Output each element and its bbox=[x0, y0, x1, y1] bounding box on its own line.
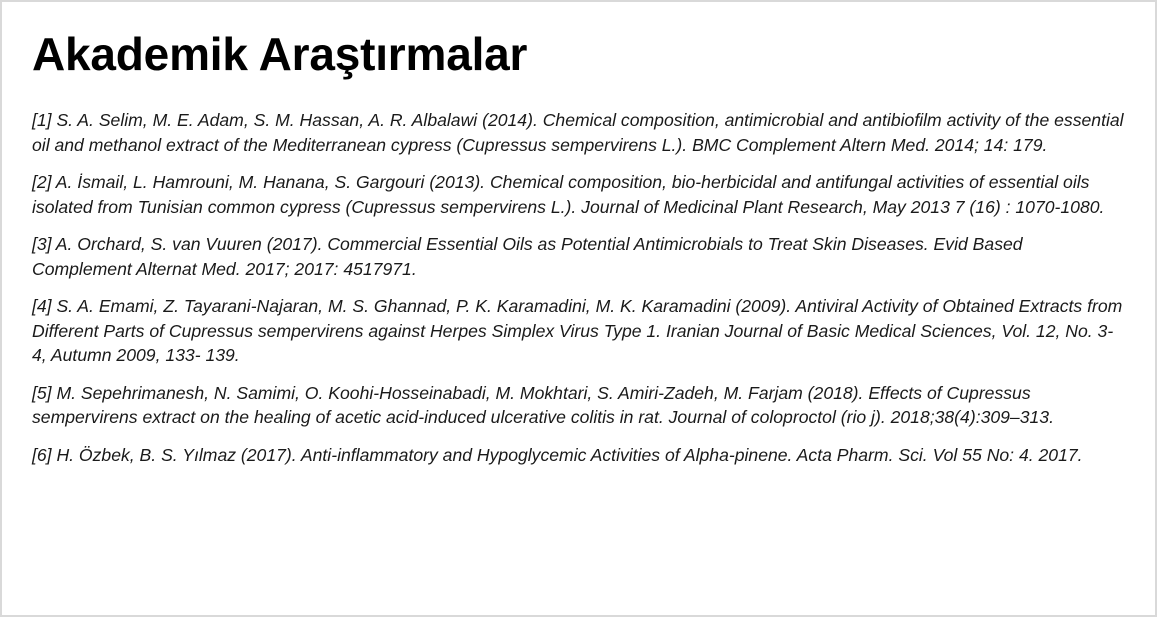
reference-item-6: [6] H. Özbek, B. S. Yılmaz (2017). Anti-inflammatory and Hypoglycemic Activities of Alpha-pinene. Acta Pharm. Sci. Vol 55 No: 4. 2017. bbox=[32, 444, 1083, 465]
reference-item-3: [3] A. Orchard, S. van Vuuren (2017). Commercial Essential Oils as Potential Antimicrobials to Treat Skin Diseases. Evid Based Complement Alternat Med. 2017; 2017: 4517971. bbox=[32, 234, 1023, 279]
reference-item-5: [5] M. Sepehrimanesh, N. Samimi, O. Koohi-Hosseinabadi, M. Mokhtari, S. Amiri-Zadeh, M. Farjam (2018). Effects of Cupressus sempervirens extract on the healing of acetic acid-induced ulcerative colitis in rat. Journal of coloproctol (rio j). 2018;38(4):309–313. bbox=[32, 382, 1054, 427]
page-title: Akademik Araştırmalar bbox=[32, 28, 528, 80]
reference-item-2: [2] A. İsmail, L. Hamrouni, M. Hanana, S. Gargouri (2013). Chemical composition, bio-herbicidal and antifungal activities of essential oils isolated from Tunisian common cypress (Cupressus sempervirens L.). Journal of Medicinal Plant Research, May 2013 7 (16) : 1070-1080. bbox=[32, 172, 1105, 217]
reference-item-4: [4] S. A. Emami, Z. Tayarani-Najaran, M. S. Ghannad, P. K. Karamadini, M. K. Karamadini (2009). Antiviral Activity of Obtained Extracts from Different Parts of Cupressus sempervirens against Herpes Simplex Virus Type 1. Iranian Journal of Basic Medical Sciences, Vol. 12, No. 3-4, Autumn 2009, 133- 139. bbox=[32, 296, 1123, 365]
reference-item-1: [1] S. A. Selim, M. E. Adam, S. M. Hassan, A. R. Albalawi (2014). Chemical composition, antimicrobial and antibiofilm activity of the essential oil and methanol extract of the Mediterranean cypress (Cupressus sempervirens L.). BMC Complement Altern Med. 2014; 14: 179. bbox=[32, 110, 1124, 155]
reference-list bbox=[32, 108, 1127, 467]
